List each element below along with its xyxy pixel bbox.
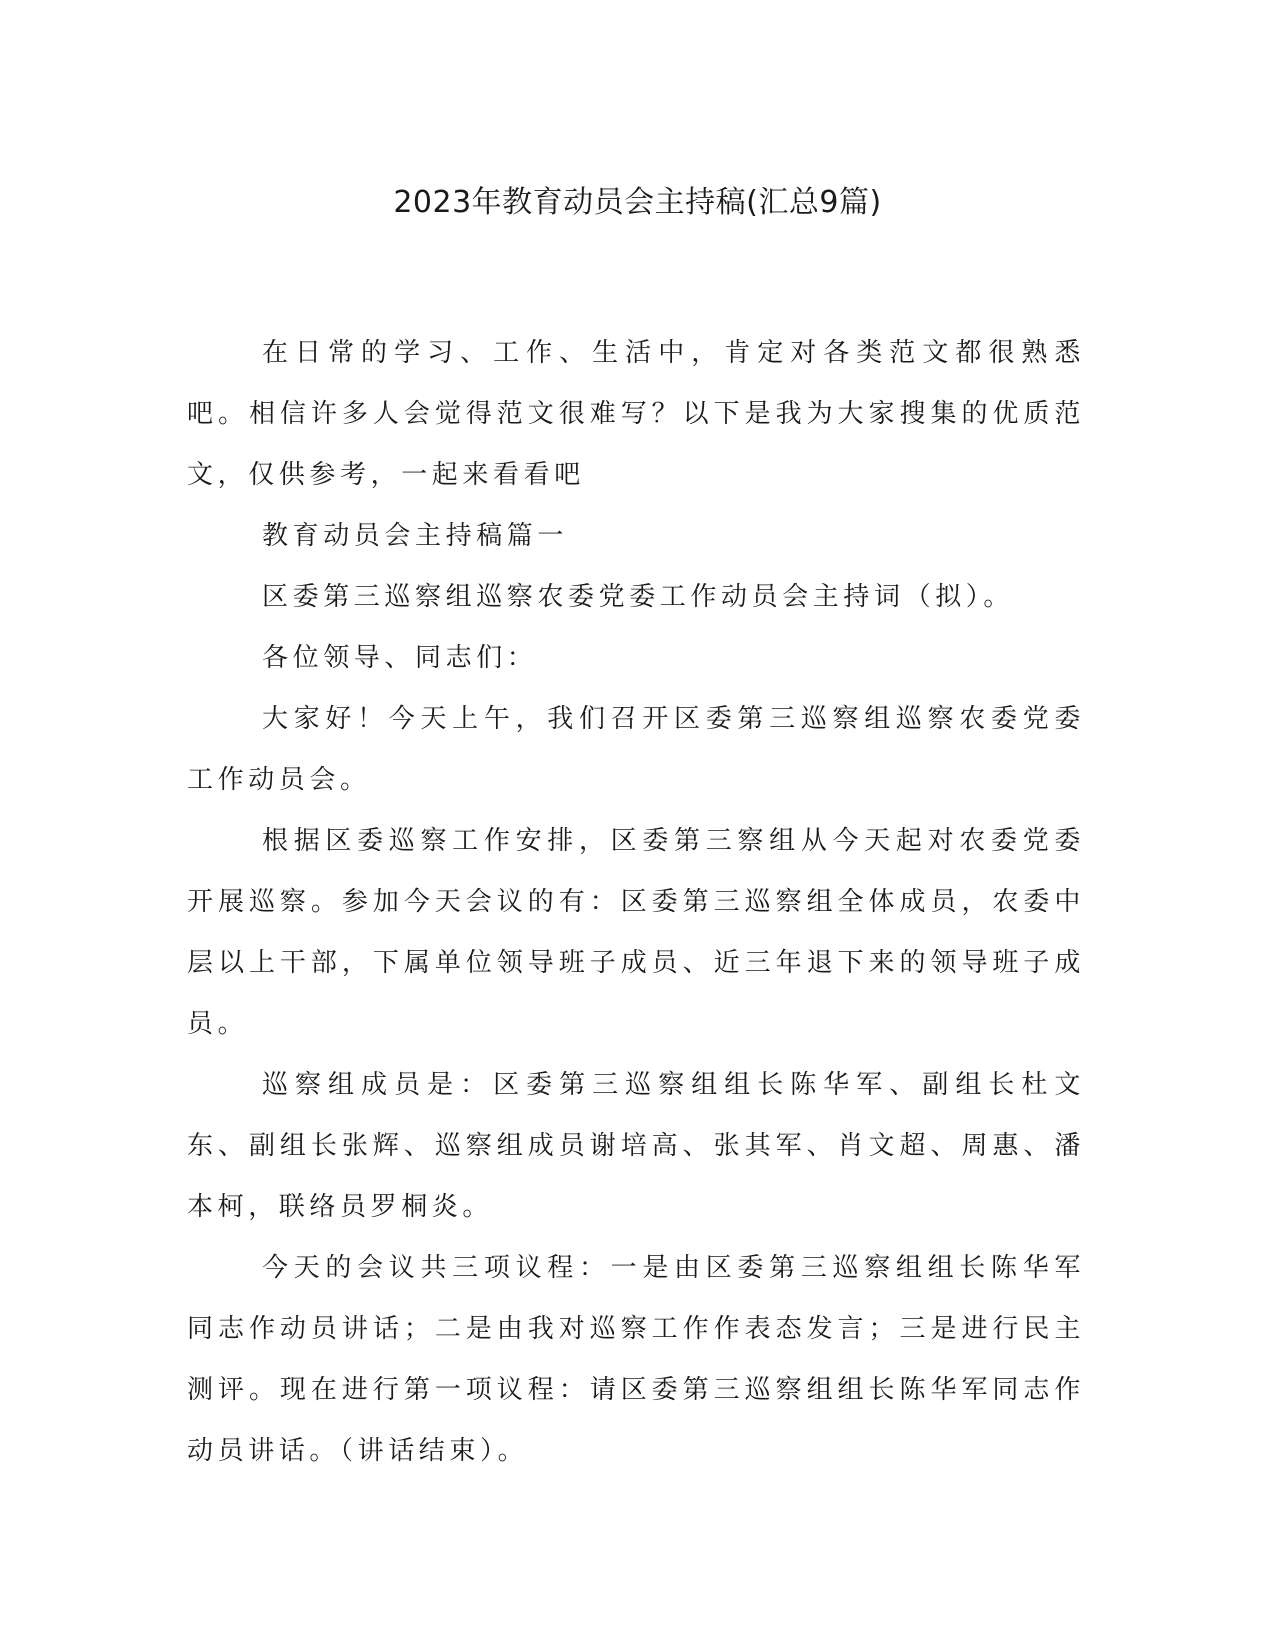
section-heading: 教育动员会主持稿篇一 [262, 521, 569, 551]
intro-paragraph: 在日常的学习、工作、生活中，肯定对各类范文都很熟悉吧。相信许多人会觉得范文很难写？以下是我为大家搜集的优质范文，仅供参考，一起来看看吧 [187, 338, 1085, 490]
document-title: 2023年教育动员会主持稿(汇总9篇) [393, 185, 882, 220]
arrangement-paragraph: 根据区委巡察工作安排，区委第三察组从今天起对农委党委开展巡察。参加今天会议的有：区委第三巡察组全体成员，农委中层以上干部，下属单位领导班子成员、近三年退下来的领导班子成员。 [187, 826, 1085, 1039]
salutation: 各位领导、同志们： [262, 643, 538, 673]
members-paragraph: 巡察组成员是：区委第三巡察组组长陈华军、副组长杜文东、副组长张辉、巡察组成员谢培高、张其军、肖文超、周惠、潘本柯，联络员罗桐炎。 [187, 1070, 1085, 1222]
document-body [187, 323, 1085, 1482]
speech-title: 区委第三巡察组巡察农委党委工作动员会主持词（拟）。 [262, 582, 1015, 612]
agenda-paragraph: 今天的会议共三项议程：一是由区委第三巡察组组长陈华军同志作动员讲话；二是由我对巡察工作作表态发言；三是进行民主测评。现在进行第一项议程：请区委第三巡察组组长陈华军同志作动员讲话。（讲话结束）。 [187, 1253, 1085, 1466]
greeting-paragraph: 大家好！今天上午，我们召开区委第三巡察组巡察农委党委工作动员会。 [187, 704, 1085, 795]
